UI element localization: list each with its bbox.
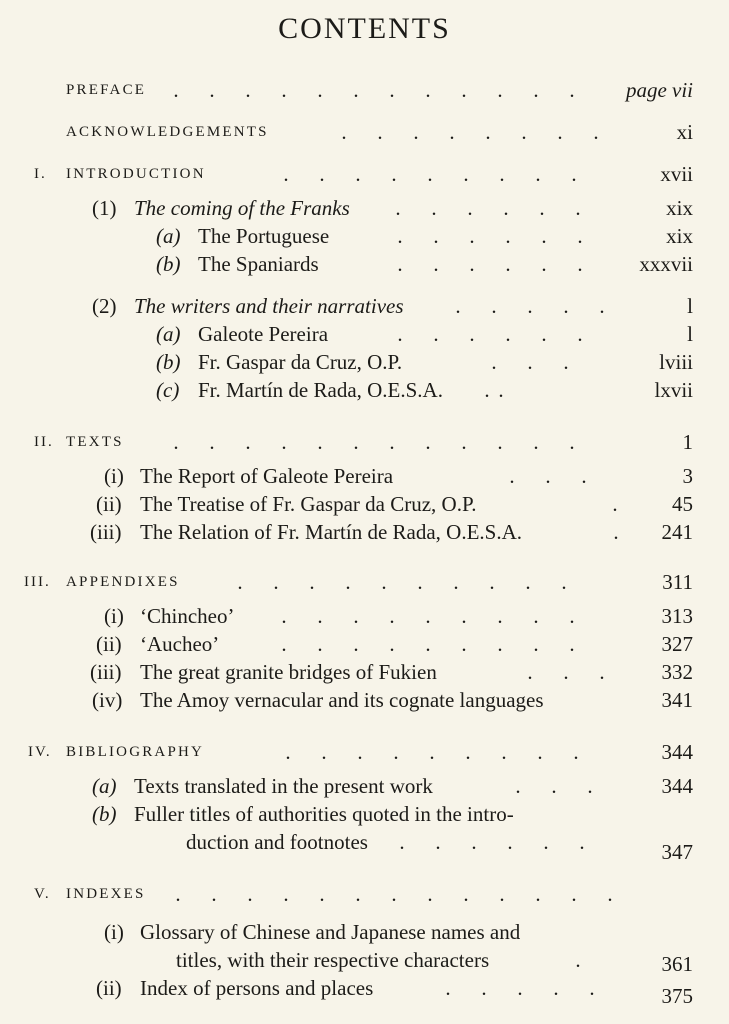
entry-page: 3: [682, 464, 693, 488]
entry-page: 327: [661, 632, 693, 656]
toc-entry-relation-rada[interactable]: [0, 518, 729, 546]
dot-leader: . . . . . . . . .: [283, 162, 577, 186]
entry-page: xi: [676, 120, 693, 144]
entry-label: The coming of the Franks: [134, 196, 350, 220]
toc-entry-texts-translated[interactable]: [0, 772, 729, 800]
entry-page: 375: [661, 984, 693, 1008]
entry-label: Fuller titles of authorities quoted in the intro-: [134, 802, 514, 826]
entry-page: lxvii: [654, 378, 693, 402]
entry-label: BIBLIOGRAPHY: [66, 744, 205, 760]
dot-leader: . . . . . . . . .: [281, 604, 575, 628]
entry-page: xvii: [660, 162, 693, 186]
entry-page: 361: [661, 952, 693, 976]
dot-leader: . . . . . .: [397, 252, 583, 276]
dot-leader: . . . . . . . . .: [281, 632, 575, 656]
entry-label: The Treatise of Fr. Gaspar da Cruz, O.P.: [140, 492, 477, 516]
entry-page: 313: [661, 604, 693, 628]
toc-entry-aucheo[interactable]: [0, 630, 729, 658]
entry-page: xxxvii: [639, 252, 693, 276]
toc-entry-glossary-line1[interactable]: [0, 918, 729, 946]
dot-leader: . . . . . . . . . . . .: [173, 430, 575, 454]
entry-number: II.: [34, 434, 54, 450]
entry-page: 341: [661, 688, 693, 712]
entry-number: (b): [156, 252, 181, 276]
entry-label: Fr. Gaspar da Cruz, O.P.: [198, 350, 403, 374]
toc-entry-coming-of-franks[interactable]: [0, 194, 729, 222]
toc-entry-amoy-vernacular[interactable]: [0, 686, 729, 714]
toc-entry-fuller-titles-line2[interactable]: [0, 828, 729, 864]
entry-label: PREFACE: [66, 82, 147, 98]
entry-number: (i): [104, 464, 124, 488]
toc-entry-chincheo[interactable]: [0, 602, 729, 630]
entry-number: (i): [104, 920, 124, 944]
entry-label: INTRODUCTION: [66, 166, 206, 182]
entry-page: 344: [661, 740, 693, 764]
entry-label: Index of persons and places: [140, 976, 374, 1000]
dot-leader: . . .: [491, 350, 569, 374]
toc-entry-martin-de-rada[interactable]: [0, 376, 729, 404]
toc-entry-texts[interactable]: [0, 428, 729, 456]
entry-label: The great granite bridges of Fukien: [140, 660, 437, 684]
toc-entry-portuguese[interactable]: [0, 222, 729, 250]
dot-leader: . . . . .: [455, 294, 605, 318]
toc-entry-fuller-titles-line1[interactable]: [0, 800, 729, 828]
page-title: CONTENTS: [278, 12, 451, 45]
entry-page: l: [687, 294, 693, 318]
entry-number: (ii): [96, 976, 122, 1000]
dot-leader: . . . . .: [445, 976, 595, 1000]
entry-number: (ii): [96, 492, 122, 516]
toc-entry-indexes[interactable]: [0, 880, 729, 908]
entry-number: (c): [156, 378, 180, 402]
entry-label: ACKNOWLEDGEMENTS: [66, 124, 269, 140]
dot-leader: . . . . . .: [399, 830, 585, 854]
entry-label: The Amoy vernacular and its cognate languages: [140, 688, 544, 712]
dot-leader: . . . . . .: [397, 322, 583, 346]
entry-page: 347: [661, 840, 693, 864]
entry-label: duction and footnotes: [186, 830, 368, 854]
dot-leader: .: [575, 948, 581, 972]
entry-number: (2): [92, 294, 117, 318]
entry-number: (iii): [90, 520, 122, 544]
toc-entry-gaspar-da-cruz[interactable]: [0, 348, 729, 376]
toc-entry-introduction[interactable]: [0, 160, 729, 188]
toc-entry-appendixes[interactable]: [0, 568, 729, 596]
dot-leader: . .: [484, 378, 504, 402]
entry-page: l: [687, 322, 693, 346]
entry-number: (iv): [92, 688, 123, 712]
dot-leader: . . . . . . . . . . . . .: [175, 882, 613, 906]
entry-page: page vii: [620, 76, 693, 104]
toc-entry-preface[interactable]: [0, 76, 729, 104]
entry-number: V.: [34, 886, 51, 902]
entry-number: (i): [104, 604, 124, 628]
entry-label: TEXTS: [66, 434, 124, 450]
entry-number: (a): [156, 224, 181, 248]
entry-label: The Relation of Fr. Martín de Rada, O.E.S.A.: [140, 520, 523, 544]
entry-number: (b): [92, 802, 117, 826]
dot-leader: . . . . . .: [395, 196, 581, 220]
entry-number: (ii): [96, 632, 122, 656]
toc-entry-spaniards[interactable]: [0, 250, 729, 278]
dot-leader: . . . . . .: [397, 224, 583, 248]
entry-page: 45: [672, 492, 693, 516]
entry-number: (b): [156, 350, 181, 374]
entry-label: Glossary of Chinese and Japanese names and: [140, 920, 521, 944]
toc-entry-glossary-line2[interactable]: [0, 946, 729, 974]
toc-entry-galeote-pereira[interactable]: [0, 320, 729, 348]
toc-entry-report-pereira[interactable]: [0, 462, 729, 490]
dot-leader: . . .: [515, 774, 593, 798]
entry-number: (iii): [90, 660, 122, 684]
entry-label: The Report of Galeote Pereira: [140, 464, 394, 488]
entry-page: 1: [682, 430, 693, 454]
entry-label: The Portuguese: [198, 224, 330, 248]
entry-label: The writers and their narratives: [134, 294, 404, 318]
dot-leader: . . . . . . . . . . . .: [173, 78, 575, 102]
entry-number: III.: [24, 574, 51, 590]
toc-entry-treatise-cruz[interactable]: [0, 490, 729, 518]
entry-number: (a): [92, 774, 117, 798]
entry-page: 332: [661, 660, 693, 684]
dot-leader: . . .: [509, 464, 587, 488]
entry-page: xix: [666, 224, 693, 248]
toc-entry-acknowledgements[interactable]: [0, 118, 729, 146]
dot-leader: . . . . . . . . .: [285, 740, 579, 764]
entry-label: The Spaniards: [198, 252, 319, 276]
entry-page: xix: [666, 196, 693, 220]
dot-leader: . . . . . . . .: [341, 120, 599, 144]
entry-page: 241: [661, 520, 693, 544]
entry-label: Fr. Martín de Rada, O.E.S.A.: [198, 378, 443, 402]
entry-label: titles, with their respective characters: [176, 948, 490, 972]
dot-leader: . . . . . . . . . .: [237, 570, 567, 594]
toc-entry-bibliography[interactable]: [0, 738, 729, 766]
entry-page: lviii: [659, 350, 693, 374]
toc-entry-granite-bridges[interactable]: [0, 658, 729, 686]
entry-page: 344: [661, 774, 693, 798]
toc-entry-writers[interactable]: [0, 292, 729, 320]
dot-leader: .: [613, 520, 619, 544]
entry-label: ‘Chincheo’: [140, 604, 235, 628]
entry-page: 311: [662, 570, 693, 594]
entry-label: APPENDIXES: [66, 574, 180, 590]
dot-leader: . . .: [527, 660, 605, 684]
entry-number: (1): [92, 196, 117, 220]
toc-entry-index-persons[interactable]: [0, 974, 729, 1008]
entry-label: INDEXES: [66, 886, 146, 902]
dot-leader: .: [612, 492, 618, 516]
entry-number: (a): [156, 322, 181, 346]
entry-number: I.: [34, 166, 47, 182]
entry-number: IV.: [28, 744, 52, 760]
entry-label: ‘Aucheo’: [140, 632, 220, 656]
entry-label: Texts translated in the present work: [134, 774, 433, 798]
entry-label: Galeote Pereira: [198, 322, 329, 346]
